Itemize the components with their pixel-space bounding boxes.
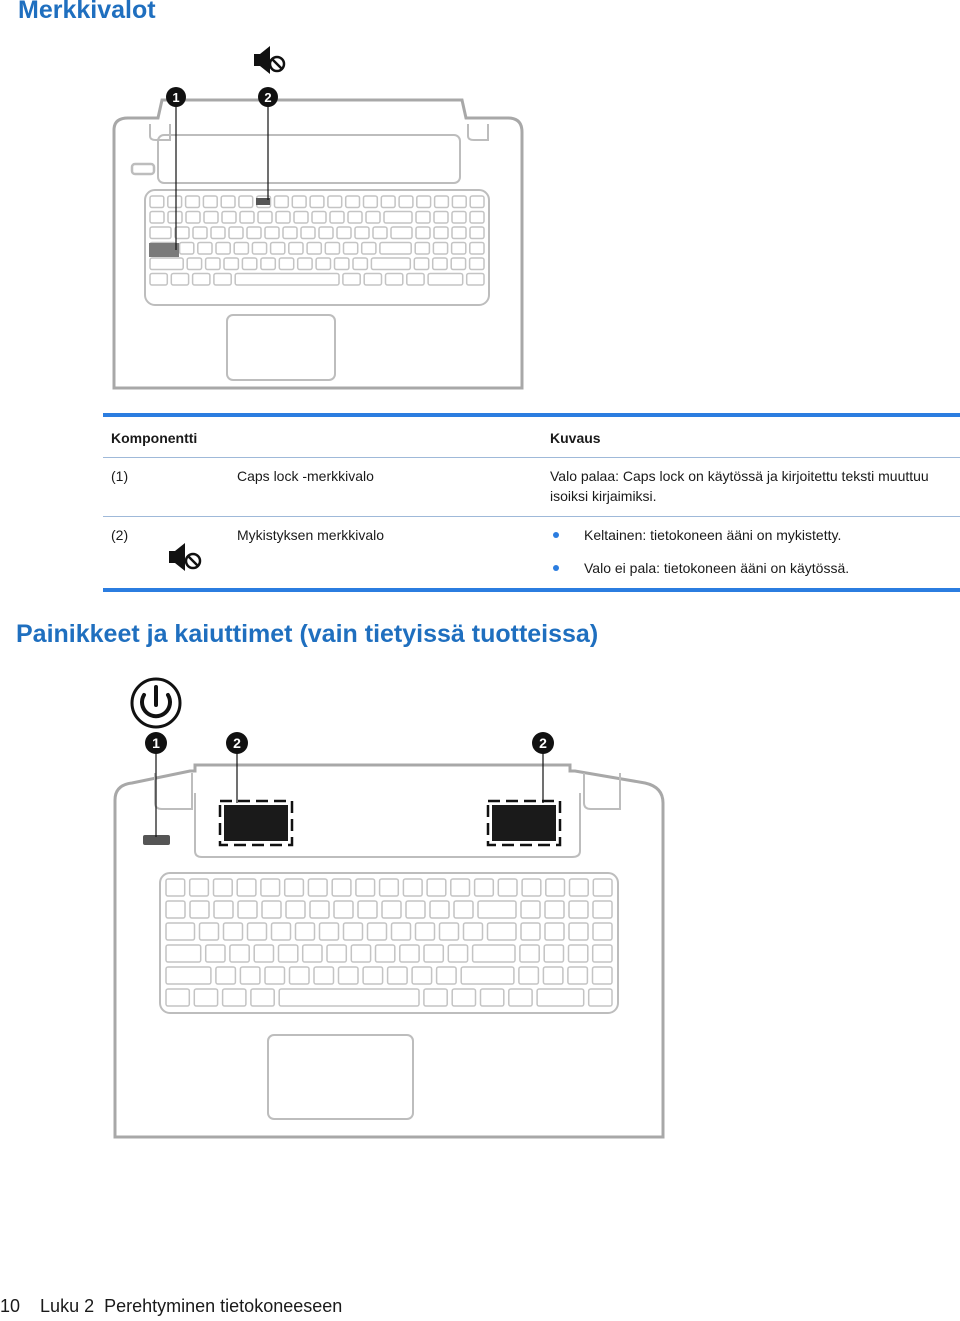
keyboard-key (286, 901, 305, 918)
keyboard-key (403, 879, 422, 896)
keyboard-key (454, 901, 473, 918)
keyboard-key (380, 879, 399, 896)
callout-2b-label: 2 (539, 735, 547, 751)
keyboard-key (166, 945, 201, 962)
keyboard-key (150, 258, 183, 270)
keyboard-key (214, 274, 231, 286)
keyboard-key (308, 879, 327, 896)
keyboard-key (346, 196, 360, 208)
keyboard-key (265, 967, 285, 984)
keyboard-key (319, 227, 333, 239)
keyboard-key (521, 901, 540, 918)
keyboard-key (303, 945, 322, 962)
keyboard-key (381, 196, 395, 208)
keyboard-key (344, 243, 358, 255)
keyboard-key (344, 923, 363, 940)
keyboard-key (310, 901, 329, 918)
keyboard-key (451, 258, 465, 270)
keyboard-key (316, 258, 330, 270)
keyboard-key (520, 945, 539, 962)
keyboard-key (452, 196, 466, 208)
keyboard-key (388, 967, 408, 984)
keyboard-key (593, 879, 612, 896)
row-description: Valo palaa: Caps lock on käytössä ja kirjoitettu teksti muuttuu isoiksi kirjaimiksi. (542, 458, 960, 517)
keyboard-key (283, 227, 297, 239)
keyboard-key (348, 212, 362, 224)
keyboard-key (416, 227, 430, 239)
keyboard-key (488, 923, 517, 940)
keyboard-key (364, 196, 378, 208)
keyboard-key (569, 923, 588, 940)
keyboard-key (198, 243, 212, 255)
page-number: 10 (0, 1296, 21, 1316)
keyboard-key (312, 212, 326, 224)
keyboard-key (433, 243, 447, 255)
keyboard-key (470, 227, 484, 239)
keyboard-key (238, 901, 257, 918)
speaker-left (224, 805, 288, 841)
keyboard-key (248, 923, 267, 940)
keyboard-key (521, 923, 540, 940)
keyboard-key (166, 901, 185, 918)
keyboard-key (545, 923, 564, 940)
keyboard-key (150, 227, 171, 239)
keyboard-key (234, 243, 248, 255)
keyboard-key (593, 967, 613, 984)
keyboard-key (452, 989, 475, 1006)
mute-speaker-icon (167, 541, 207, 573)
keyboard-key (364, 274, 381, 286)
keyboard-key (568, 967, 588, 984)
row-name: Caps lock -merkkivalo (229, 458, 542, 517)
keyboard-key (330, 212, 344, 224)
keyboard-key (216, 243, 230, 255)
keyboard-key (294, 212, 308, 224)
keyboard-key (193, 274, 210, 286)
keyboard-key (470, 258, 484, 270)
keyboard-key (470, 212, 484, 224)
keyboard-key (498, 879, 517, 896)
keyboard-key (433, 258, 447, 270)
keyboard-key (327, 945, 346, 962)
keyboard-key (362, 243, 376, 255)
keyboard-key (254, 945, 273, 962)
keyboard-key (470, 243, 484, 255)
keyboard-key (519, 967, 539, 984)
row-name: Mykistyksen merkkivalo (237, 527, 385, 543)
keyboard-key (204, 212, 218, 224)
keyboard-key (310, 196, 324, 208)
keyboard-key (237, 879, 256, 896)
keyboard-key (168, 212, 182, 224)
keyboard-key (261, 879, 280, 896)
keyboard-key (417, 196, 431, 208)
keyboard-key (470, 196, 484, 208)
keyboard-key (247, 227, 261, 239)
keyboard-key (543, 967, 563, 984)
keyboard-key (424, 945, 443, 962)
keyboard-key (180, 243, 194, 255)
section-heading-lights: Merkkivalot (18, 0, 156, 24)
keyboard-key (166, 879, 185, 896)
keyboard-key (290, 967, 310, 984)
keyboard-key (415, 243, 429, 255)
keyboard-key (235, 274, 339, 286)
keyboard-key (271, 243, 285, 255)
list-item: Keltainen: tietokoneen ääni on mykistetty. (550, 525, 952, 545)
keyboard-key (380, 243, 411, 255)
keyboard-key (400, 945, 419, 962)
laptop-buttons-speakers-figure (100, 675, 680, 1145)
row-number: (1) (103, 458, 229, 517)
keyboard-key (211, 227, 225, 239)
keyboard-key (339, 967, 359, 984)
column-header-component: Komponentti (103, 415, 542, 458)
keyboard-key (276, 212, 290, 224)
keyboard-key (224, 923, 243, 940)
keyboard-key (296, 923, 315, 940)
keyboard-key (216, 967, 236, 984)
keyboard-key (239, 196, 253, 208)
keyboard-key (351, 945, 370, 962)
keyboard-key (467, 274, 484, 286)
row-number: (2) (111, 527, 129, 543)
keyboard-key (473, 945, 515, 962)
keyboard-key (593, 901, 612, 918)
keyboard-key (440, 923, 459, 940)
keyboard-key (435, 196, 449, 208)
keyboard-key (221, 196, 235, 208)
keyboard-key (190, 901, 209, 918)
keyboard-key (206, 945, 225, 962)
keyboard-key (258, 212, 272, 224)
keyboard-key (416, 923, 435, 940)
mute-speaker-icon (254, 46, 284, 74)
keyboard-key (186, 212, 200, 224)
keyboard-key (343, 274, 360, 286)
keyboard-key (399, 196, 413, 208)
keyboard-key (451, 879, 470, 896)
keyboard-key (261, 258, 275, 270)
keyboard-key (337, 227, 351, 239)
keyboard-key (242, 258, 256, 270)
table-row (103, 517, 960, 591)
keyboard-key (150, 196, 164, 208)
keyboard-key (200, 923, 219, 940)
laptop-lights-figure (100, 40, 530, 400)
keyboard-key (546, 879, 565, 896)
keyboard-key (203, 196, 217, 208)
keyboard-key (355, 227, 369, 239)
keyboard-key (391, 227, 412, 239)
keyboard-key (166, 923, 195, 940)
keyboard-key (171, 274, 188, 286)
keyboard-key (194, 989, 217, 1006)
keyboard-key (265, 227, 279, 239)
keyboard-key (366, 212, 380, 224)
keyboard-key (222, 212, 236, 224)
keyboard-key (193, 227, 207, 239)
keyboard-key (509, 989, 532, 1006)
keyboard-key (452, 212, 466, 224)
keyboard-key (522, 879, 541, 896)
keyboard-key (285, 879, 304, 896)
keyboard-key (434, 227, 448, 239)
keyboard-key (251, 989, 274, 1006)
keyboard-key (314, 967, 334, 984)
table-row (103, 458, 960, 517)
keyboard-key (332, 879, 351, 896)
keyboard-key (150, 274, 167, 286)
keyboard-key (371, 258, 410, 270)
keyboard-key (223, 989, 246, 1006)
keyboard-key (461, 967, 514, 984)
keyboard-key (229, 227, 243, 239)
keyboard-key (386, 274, 403, 286)
callout-2-label: 2 (264, 90, 272, 105)
keyboard-key (437, 967, 457, 984)
keyboard-key (358, 901, 377, 918)
callout-2-label: 2 (233, 735, 241, 751)
keyboard-key (569, 901, 588, 918)
keyboard-key (434, 212, 448, 224)
keyboard-key (275, 196, 289, 208)
list-item: Valo ei pala: tietokoneen ääni on käytössä. (550, 558, 952, 578)
keyboard-key (452, 243, 466, 255)
keyboard-key (414, 258, 428, 270)
keyboard-key (272, 923, 291, 940)
keyboard-key (382, 901, 401, 918)
keyboard-key (544, 945, 563, 962)
keyboard-key (376, 945, 395, 962)
keyboard-key (214, 901, 233, 918)
keyboard-key (150, 212, 164, 224)
keyboard-key (416, 212, 430, 224)
keyboard-key (320, 923, 339, 940)
keyboard-key (292, 196, 306, 208)
keyboard-key (328, 196, 342, 208)
keyboard-key (448, 945, 467, 962)
keyboard-key (569, 945, 588, 962)
keyboard-key (230, 945, 249, 962)
keyboard-key (428, 274, 463, 286)
keyboard-key (187, 258, 201, 270)
keyboard-key (279, 945, 298, 962)
power-icon (132, 679, 180, 727)
callout-1-label: 1 (172, 90, 180, 105)
keyboard-key (452, 227, 466, 239)
keyboard-key (570, 879, 589, 896)
component-table (103, 413, 960, 592)
keyboard-key (166, 967, 211, 984)
keyboard-key (168, 196, 182, 208)
chapter-title: Perehtyminen tietokoneeseen (104, 1296, 343, 1316)
keyboard-key (384, 212, 412, 224)
keyboard-key (279, 989, 419, 1006)
keyboard-key (325, 243, 339, 255)
keyboard-key (424, 989, 447, 1006)
speaker-right (492, 805, 556, 841)
keyboard-key (356, 879, 375, 896)
description-bullets (550, 525, 952, 578)
keyboard-key (368, 923, 387, 940)
callout-1-label: 1 (152, 735, 160, 751)
keyboard-key (407, 274, 424, 286)
keyboard-key (252, 243, 266, 255)
keyboard-key (475, 879, 494, 896)
keyboard-key (406, 901, 425, 918)
keyboard-key (353, 258, 367, 270)
keyboard-key (224, 258, 238, 270)
keyboard-key (412, 967, 432, 984)
keyboard-key (334, 901, 353, 918)
chapter-label: Luku 2 (40, 1296, 95, 1316)
keyboard-key (307, 243, 321, 255)
keyboard-key (190, 879, 209, 896)
keyboard-key (279, 258, 293, 270)
keyboard-key (240, 967, 260, 984)
keyboard-key (335, 258, 349, 270)
keyboard-key (373, 227, 387, 239)
keyboard-key (593, 923, 612, 940)
keyboard-key (363, 967, 383, 984)
keyboard-key (545, 901, 564, 918)
keyboard-key (206, 258, 220, 270)
keyboard-key (214, 879, 233, 896)
keyboard-key (240, 212, 254, 224)
keyboard-key (262, 901, 281, 918)
keyboard-key (301, 227, 315, 239)
keyboard-key (175, 227, 189, 239)
keyboard-key (186, 196, 200, 208)
keyboard-key (537, 989, 584, 1006)
keyboard-key (464, 923, 483, 940)
keyboard-key (430, 901, 449, 918)
keyboard-key (593, 945, 612, 962)
keyboard-key (392, 923, 411, 940)
page-footer (0, 1296, 342, 1317)
keyboard-key (589, 989, 612, 1006)
keyboard-key (427, 879, 446, 896)
column-header-description: Kuvaus (542, 415, 960, 458)
keyboard-key (166, 989, 189, 1006)
keyboard-key (289, 243, 303, 255)
keyboard-key (298, 258, 312, 270)
keyboard-key (478, 901, 516, 918)
section-heading-buttons-speakers: Painikkeet ja kaiuttimet (vain tietyissä tuotteissa) (16, 620, 599, 648)
keyboard-key (481, 989, 504, 1006)
